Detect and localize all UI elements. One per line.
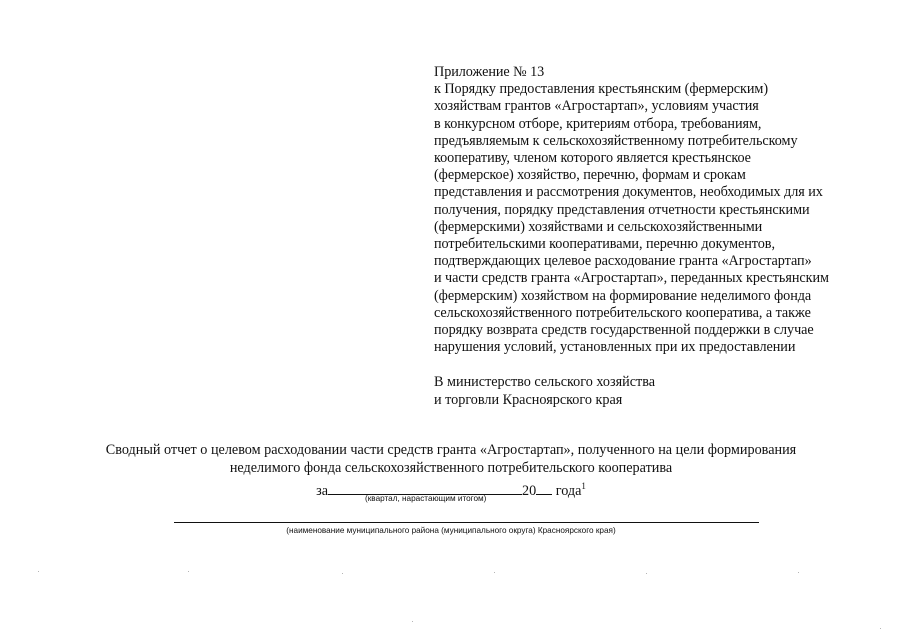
district-blank-field[interactable]: [174, 522, 759, 523]
appendix-text-line: получения, порядку представления отчетности крестьянскими: [434, 201, 810, 218]
scan-speck: [798, 572, 799, 573]
scan-speck: [880, 628, 881, 629]
appendix-text-line: предъявляемым к сельскохозяйственному потребительскому: [434, 132, 798, 149]
year-prefix: 20: [522, 483, 537, 499]
appendix-text-line: (фермерское) хозяйство, перечню, формам и срокам: [434, 167, 746, 184]
period-caption: (квартал, нарастающим итогом): [365, 494, 487, 503]
scan-speck: [494, 572, 495, 573]
appendix-text-line: порядку возврата средств государственной поддержки в случае: [434, 322, 814, 339]
scan-speck: [188, 571, 189, 572]
appendix-text-line: потребительскими кооперативами, перечню документов,: [434, 236, 775, 253]
recipient-block: [434, 374, 864, 409]
district-caption: (наименование муниципального района (муниципального округа) Красноярского края): [286, 526, 616, 535]
appendix-text-line: в конкурсном отборе, критериям отбора, требованиям,: [434, 115, 762, 132]
appendix-text-line: и части средств гранта «Агростартап», переданных крестьянским: [434, 270, 829, 287]
report-title-line: неделимого фонда сельскохозяйственного потребительского кооператива: [229, 459, 673, 476]
scan-speck: [342, 573, 343, 574]
scan-speck: [646, 573, 647, 574]
appendix-text-line: (фермерским) хозяйством на формирование неделимого фонда: [434, 287, 812, 304]
appendix-text-line: подтверждающих целевое расходование гранта «Агростартап»: [434, 253, 812, 270]
appendix-header: [434, 64, 864, 356]
scan-speck: [38, 571, 39, 572]
recipient-line: В министерство сельского хозяйства: [434, 374, 656, 390]
appendix-text-line: хозяйствам грантов «Агростартап», условиям участия: [434, 98, 759, 115]
report-title: [0, 442, 902, 477]
year-suffix: года: [552, 483, 582, 499]
footnote-mark: 1: [581, 481, 586, 491]
appendix-text-line: нарушения условий, установленных при их предоставлении: [434, 339, 796, 356]
appendix-text-line: к Порядку предоставления крестьянским (фермерским): [434, 81, 769, 98]
report-title-line: Сводный отчет о целевом расходовании части средств гранта «Агростартап», полученного на цели формирования: [105, 442, 797, 458]
scan-speck: [412, 621, 413, 622]
appendix-title: Приложение № 13: [434, 64, 545, 80]
appendix-text-line: (фермерскими) хозяйствами и сельскохозяйственными: [434, 218, 763, 235]
period-prefix: за: [316, 483, 328, 499]
year-blank-field[interactable]: [536, 482, 552, 495]
appendix-text-line: представления и рассмотрения документов, необходимых для их: [434, 184, 823, 201]
appendix-text-line: сельскохозяйственного потребительского кооператива, а также: [434, 304, 811, 321]
appendix-text-line: кооперативу, членом которого является крестьянское: [434, 150, 751, 167]
recipient-line: и торговли Красноярского края: [434, 391, 623, 408]
